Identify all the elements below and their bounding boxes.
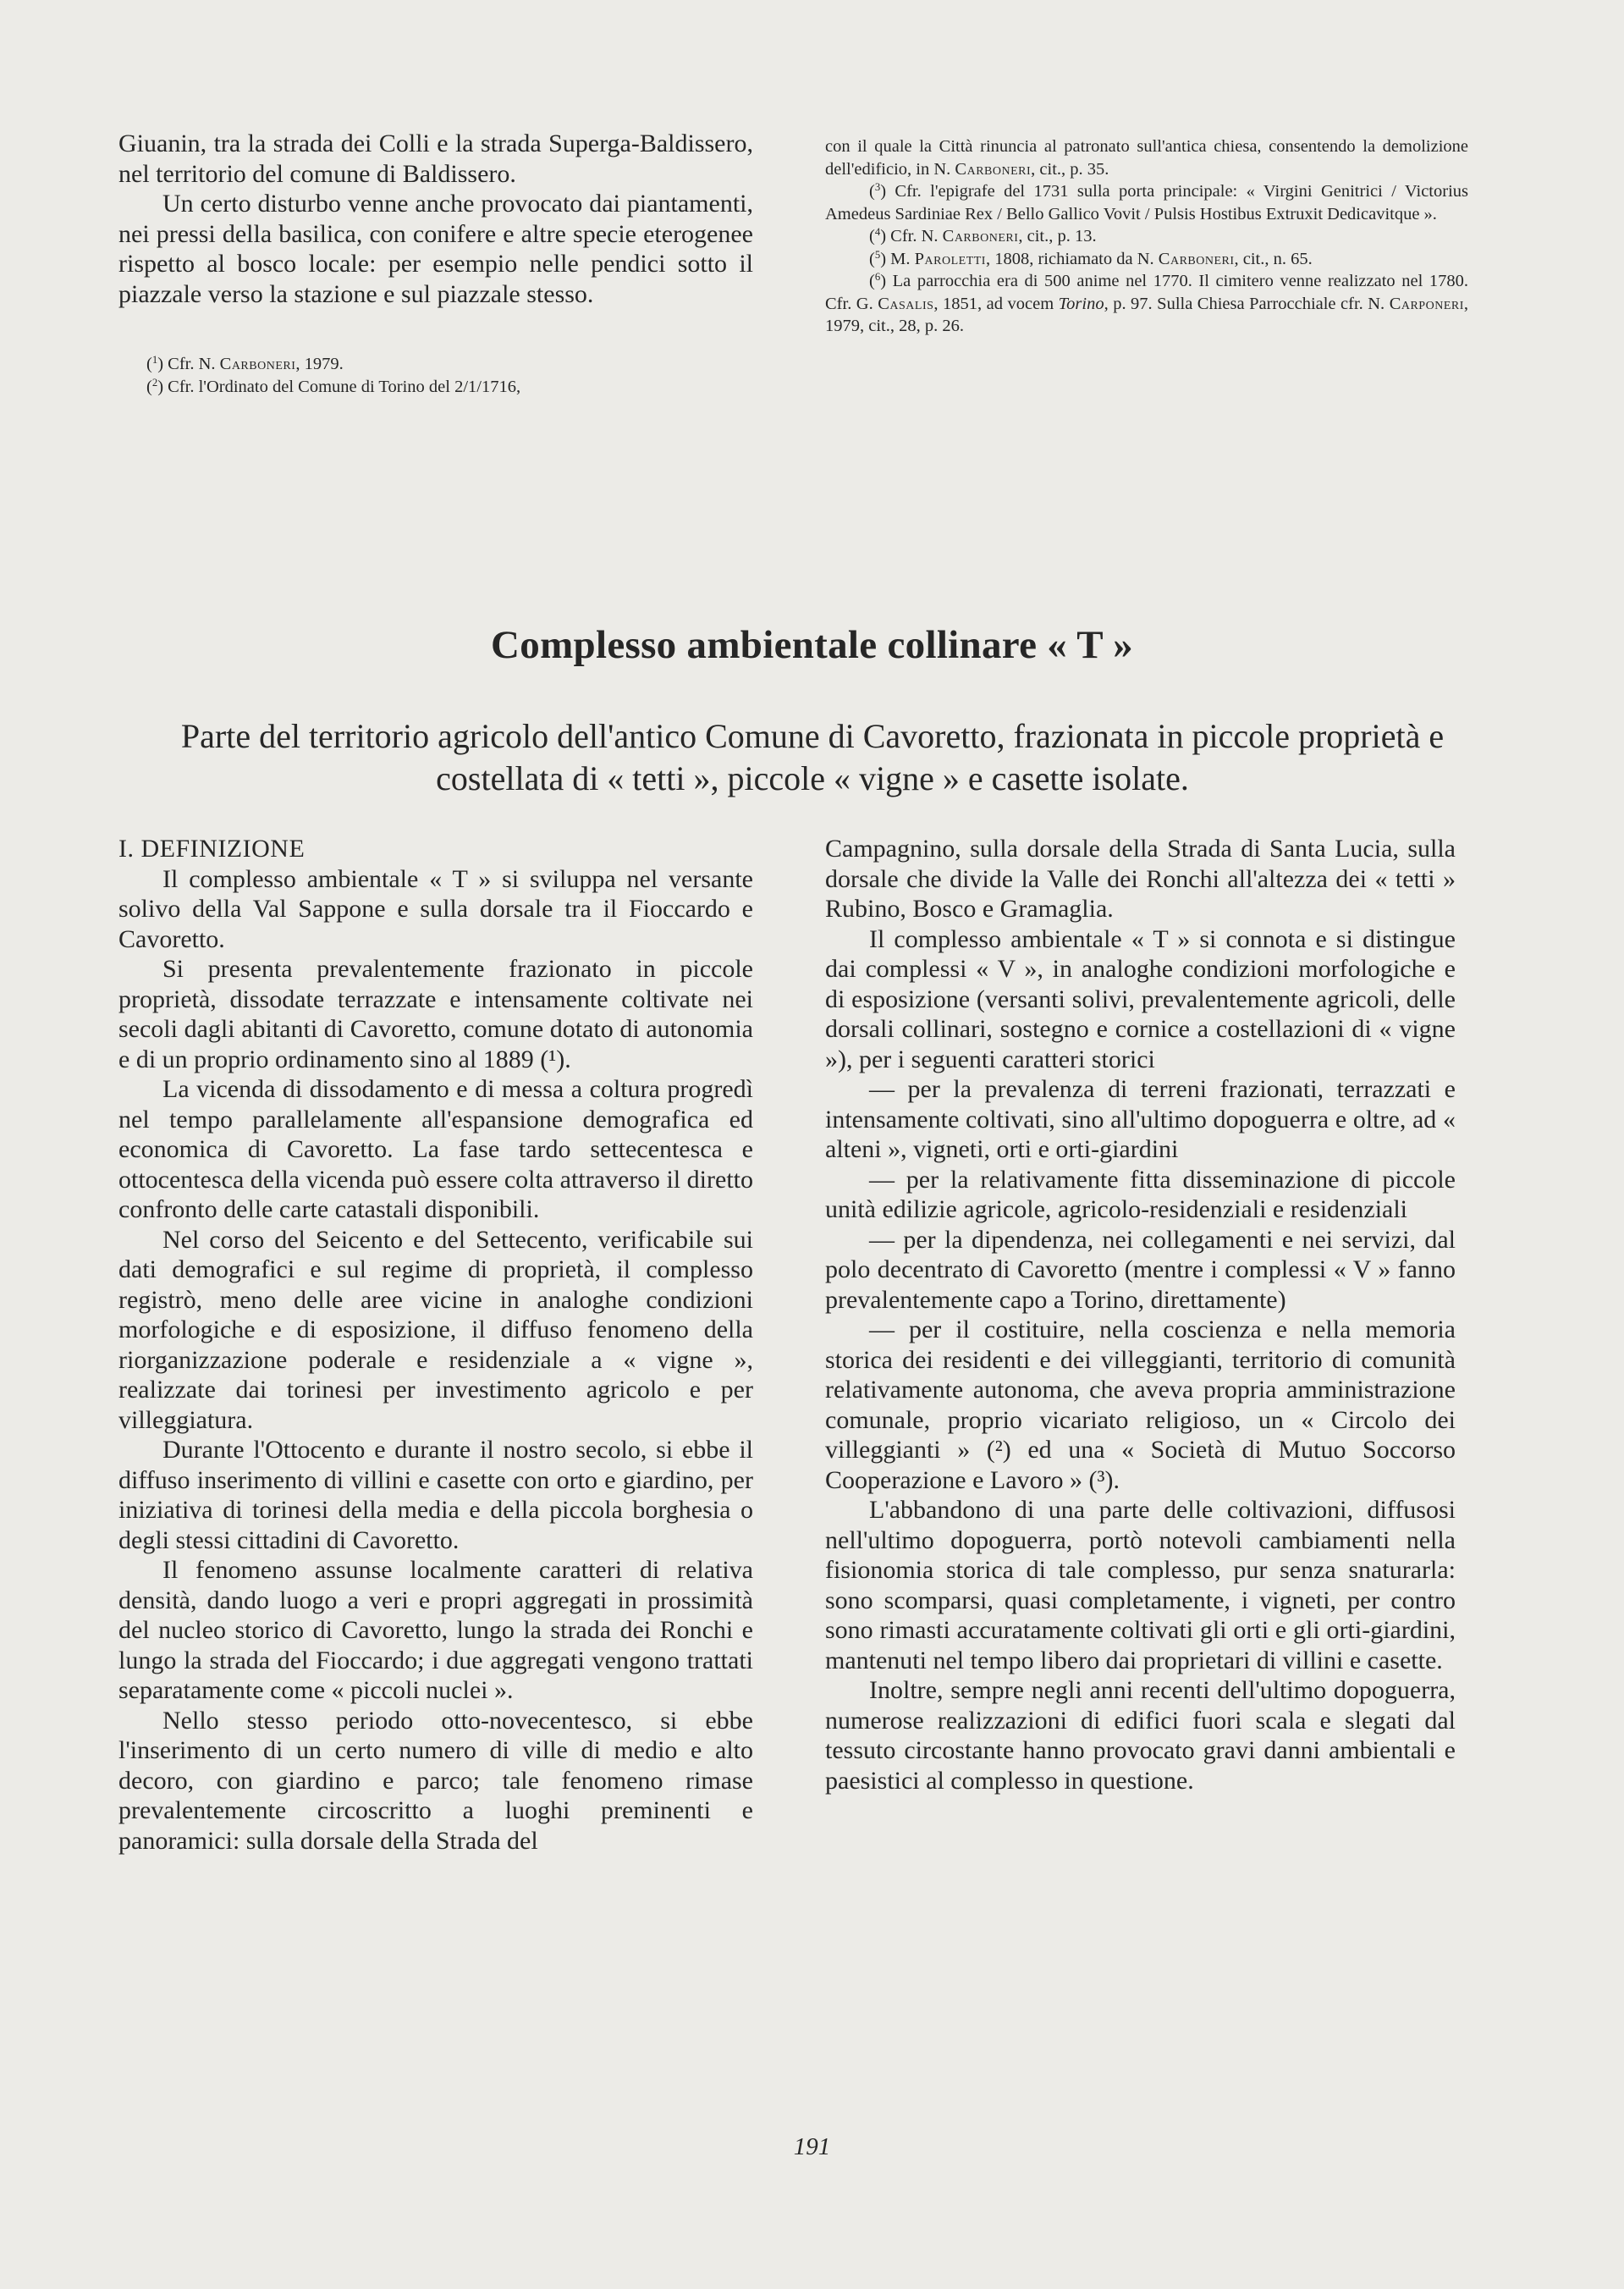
footnote-2: ($^2$) Cfr. l'Ordinato del Comune di Torino del 2/1/1716, [146, 376, 521, 396]
top-right-column [825, 135, 1468, 338]
footnotes-left [118, 353, 753, 398]
body-paragraph: Campagnino, sulla dorsale della Strada di Santa Lucia, sulla dorsale che divide la Valle dei Ronchi all'altezza dei « tetti » Rubino, Bosco e Gramaglia. [825, 835, 1456, 923]
footnote-1: ($^1$) Cfr. N. Carboneri, 1979. [146, 354, 344, 373]
top-left-column [118, 129, 753, 398]
body-left-column [118, 834, 753, 1856]
list-item: — per la dipendenza, nei collegamenti e nei servizi, dal polo decentrato di Cavoretto (mentre i complessi « V » fanno prevalentemente capo a Torino, direttamente) [825, 1225, 1456, 1314]
body-paragraph: Inoltre, sempre negli anni recenti dell'ultimo dopoguerra, numerose realizzazioni di edifici fuori scala e slegati dal tessuto circostante hanno provocato gravi danni ambientali e paesistici al complesso in questione. [825, 1676, 1456, 1795]
page-number: 191 [793, 2133, 831, 2160]
footnote-continuation: con il quale la Città rinuncia al patronato sull'antica chiesa, consentendo la demolizione dell'edificio, in N. Carboneri, cit., p. 35. [825, 137, 1468, 179]
body-paragraph: Nel corso del Seicento e del Settecento, verificabile sui dati demografici e sul regime di proprietà, il complesso registrò, meno delle aree vicine in analoghe condizioni morfologiche e di esposizione, il diffuso fenomeno della riorganizzazione poderale e residenziale a « vigne », realizzate dai torinesi per investimento agricolo e per villeggiatura. [118, 1225, 753, 1434]
body-paragraph: L'abbandono di una parte delle coltivazioni, diffusosi nell'ultimo dopoguerra, portò notevoli cambiamenti nella fisionomia storica di tale complesso, pur senza snaturarla: sono scomparsi, quasi completamente, i vigneti, per contro sono rimasti accuratamente coltivati gli orti e gli orti-giardini, mantenuti nel tempo libero dai proprietari di villini e casette. [825, 1496, 1456, 1674]
article-subtitle: Parte del territorio agricolo dell'antico Comune di Cavoretto, frazionata in piccole proprietà e costellata di « tetti », piccole « vigne » e casette isolate. [180, 717, 1445, 797]
body-paragraph: Il complesso ambientale « T » si connota e si distingue dai complessi « V », in analoghe condizioni morfologiche e di esposizione (versanti solivi, prevalentemente agricoli, delle dorsali collinari, sostegno e cornice a costellazioni di « vigne »), per i seguenti caratteri storici [825, 924, 1456, 1073]
list-item: — per la relativamente fitta disseminazione di piccole unità edilizie agricole, agricolo-residenziali e residenziali [825, 1165, 1456, 1223]
footnote-5: ($^5$) M. Paroletti, 1808, richiamato da N. Carboneri, cit., n. 65. [869, 248, 1313, 268]
top-paragraph: Giuanin, tra la strada dei Colli e la strada Superga-Baldissero, nel territorio del comune di Baldissero. [118, 130, 753, 188]
list-item: — per il costituire, nella coscienza e nella memoria storica dei residenti e dei villeggianti, territorio di comunità relativamente autonoma, che aveva propria amministrazione comunale, proprio vicariato religioso, un « Circolo dei villeggianti » (²) ed una « Società di Mutuo Soccorso Cooperazione e Lavoro » (³). [825, 1315, 1456, 1494]
top-paragraph: Un certo disturbo venne anche provocato dai piantamenti, nei pressi della basilica, con conifere e altre specie eterogenee rispetto al bosco locale: per esempio nelle pendici sotto il piazzale verso la stazione e sul piazzale stesso. [118, 190, 753, 308]
footnote-3: ($^3$) Cfr. l'epigrafe del 1731 sulla porta principale: « Virgini Genitrici / Victorius Amedeus Sardiniae Rex / Bello Gallico Vovit / Pulsis Hostibus Extruxit Dedicavitque ». [825, 181, 1468, 223]
body-right-column [825, 834, 1456, 1795]
body-paragraph: Il fenomeno assunse localmente caratteri di relativa densità, dando luogo a veri e propri aggregati in prossimità del nucleo storico di Cavoretto, lungo la strada dei Ronchi e lungo la strada del Fioccardo; i due aggregati vengono trattati separatamente come « piccoli nuclei ». [118, 1556, 753, 1704]
body-paragraph: La vicenda di dissodamento e di messa a coltura progredì nel tempo parallelamente all'espansione demografica ed economica di Cavoretto. La fase tardo settecentesca e ottocentesca della vicenda può essere colta attraverso il diretto confronto delle carte catastali disponibili. [118, 1075, 753, 1223]
article-title: Complesso ambientale collinare « T » [491, 623, 1133, 667]
section-heading: I. DEFINIZIONE [118, 835, 306, 863]
body-paragraph: Nello stesso periodo otto-novecentesco, si ebbe l'inserimento di un certo numero di ville di medio e alto decoro, con giardino e parco; tale fenomeno rimase prevalentemente circoscritto a luoghi preminenti e panoramici: sulla dorsale della Strada del [118, 1706, 753, 1855]
body-paragraph: Si presenta prevalentemente frazionato in piccole proprietà, dissodate terrazzate e intensamente coltivate nei secoli dagli abitanti di Cavoretto, comune dotato di autonomia e di un proprio ordinamento sino al 1889 (¹). [118, 955, 753, 1073]
body-paragraph: Durante l'Ottocento e durante il nostro secolo, si ebbe il diffuso inserimento di villini e casette con orto e giardino, per iniziativa di torinesi della media e della piccola borghesia o degli stessi cittadini di Cavoretto. [118, 1436, 753, 1554]
list-item: — per la prevalenza di terreni frazionati, terrazzati e intensamente coltivati, sino all'ultimo dopoguerra e oltre, ad « alteni », vigneti, orti e orti-giardini [825, 1075, 1456, 1163]
body-paragraph: Il complesso ambientale « T » si sviluppa nel versante solivo della Val Sappone e sulla dorsale tra il Fioccardo e Cavoretto. [118, 864, 753, 953]
footnote-6: ($^6$) La parrocchia era di 500 anime nel 1770. Il cimitero venne realizzato nel 1780. Cfr. G. Casalis, 1851, ad vocem Torino, p. 97. Sulla Chiesa Parrocchiale cfr. N. Carponeri, 1979, cit., 28, p. 26. [825, 271, 1468, 335]
footnote-4: ($^4$) Cfr. N. Carboneri, cit., p. 13. [869, 226, 1097, 245]
